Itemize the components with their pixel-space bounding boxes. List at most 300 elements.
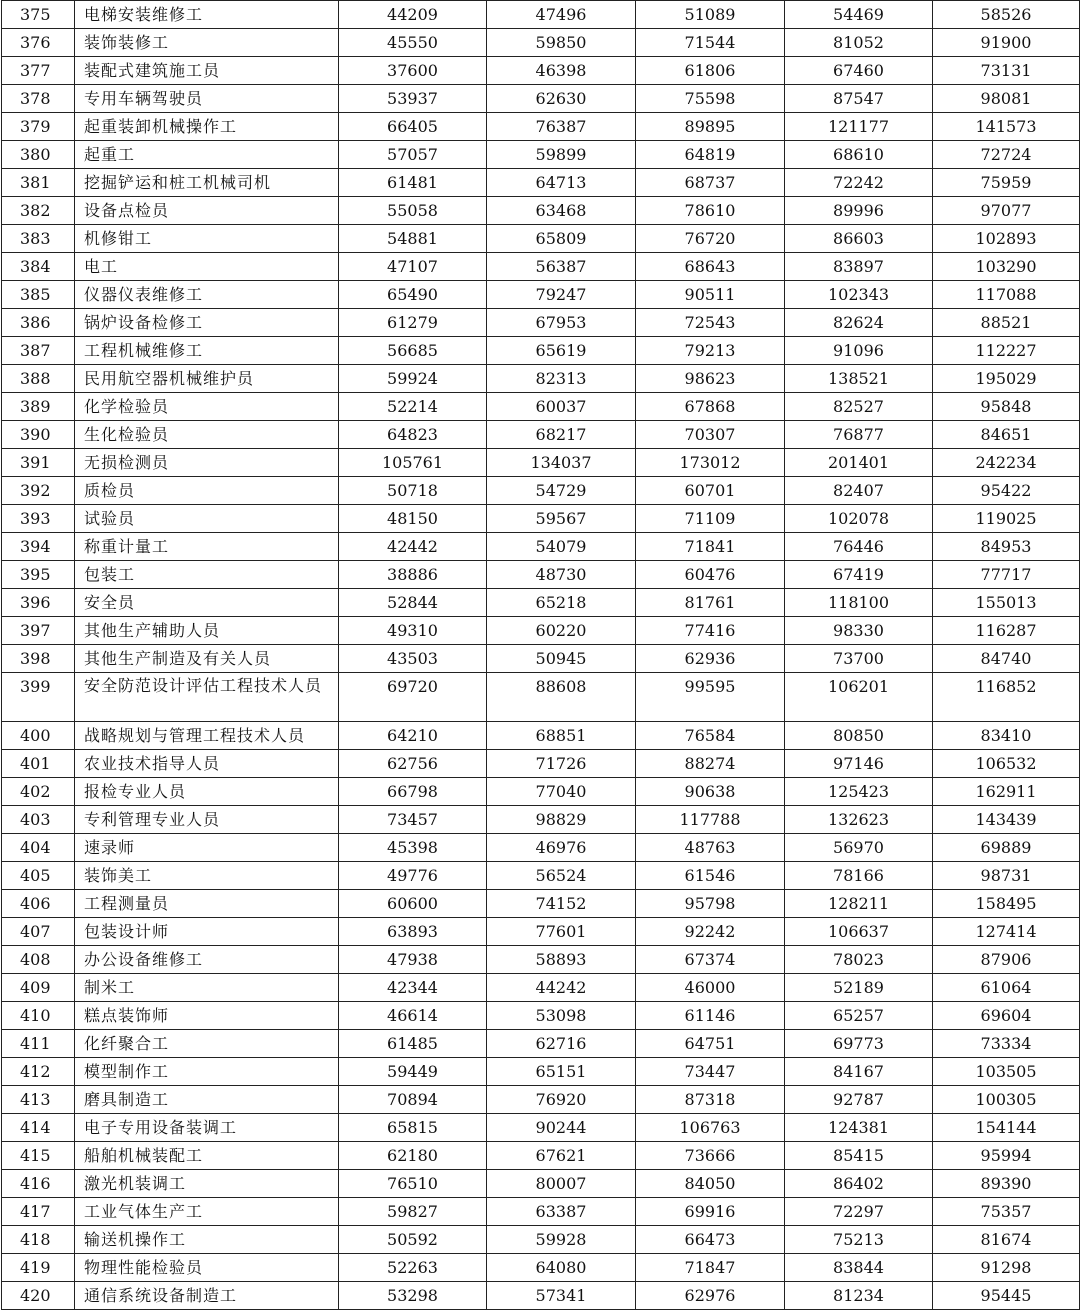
wage-value: 80850 [785,722,933,750]
wage-value: 85415 [785,1142,933,1170]
wage-value: 46976 [487,834,636,862]
wage-value: 99595 [636,673,785,722]
wage-value: 83410 [933,722,1080,750]
wage-value: 77717 [933,561,1080,589]
wage-value: 88608 [487,673,636,722]
wage-value: 65218 [487,589,636,617]
row-number: 380 [2,141,75,169]
wage-value: 80007 [487,1170,636,1198]
occupation-name: 专用车辆驾驶员 [75,85,339,113]
row-number: 382 [2,197,75,225]
wage-value: 65815 [339,1114,487,1142]
occupation-name: 工程测量员 [75,890,339,918]
wage-value: 127414 [933,918,1080,946]
wage-value: 63893 [339,918,487,946]
wage-value: 64819 [636,141,785,169]
wage-value: 67953 [487,309,636,337]
row-number: 391 [2,449,75,477]
wage-value: 52214 [339,393,487,421]
wage-value: 42344 [339,974,487,1002]
row-number: 404 [2,834,75,862]
table-row [2,29,1080,57]
wage-value: 105761 [339,449,487,477]
table-row [2,113,1080,141]
table-row [2,393,1080,421]
wage-value: 73457 [339,806,487,834]
row-number: 388 [2,365,75,393]
wage-value: 69720 [339,673,487,722]
occupation-name: 工程机械维修工 [75,337,339,365]
table-row [2,561,1080,589]
wage-value: 138521 [785,365,933,393]
wage-value: 61485 [339,1030,487,1058]
wage-value: 62756 [339,750,487,778]
row-number: 395 [2,561,75,589]
wage-value: 63387 [487,1198,636,1226]
row-number: 378 [2,85,75,113]
table-row [2,253,1080,281]
wage-value: 132623 [785,806,933,834]
wage-value: 53298 [339,1282,487,1310]
table-row [2,1086,1080,1114]
occupation-name: 安全防范设计评估工程技术人员 [75,673,339,722]
wage-value: 45398 [339,834,487,862]
wage-value: 87547 [785,85,933,113]
row-number: 416 [2,1170,75,1198]
wage-value: 47496 [487,1,636,29]
wage-value: 44242 [487,974,636,1002]
wage-value: 56970 [785,834,933,862]
wage-value: 78166 [785,862,933,890]
wage-value: 53937 [339,85,487,113]
table-row [2,197,1080,225]
wage-value: 71544 [636,29,785,57]
row-number: 399 [2,673,75,722]
row-number: 375 [2,1,75,29]
wage-value: 84050 [636,1170,785,1198]
wage-value: 50945 [487,645,636,673]
wage-value: 88274 [636,750,785,778]
row-number: 387 [2,337,75,365]
wage-value: 62976 [636,1282,785,1310]
wage-value: 52189 [785,974,933,1002]
wage-value: 116287 [933,617,1080,645]
wage-value: 117788 [636,806,785,834]
row-number: 390 [2,421,75,449]
table-row [2,1254,1080,1282]
wage-value: 72543 [636,309,785,337]
wage-value: 49776 [339,862,487,890]
wage-value: 92242 [636,918,785,946]
wage-value: 60701 [636,477,785,505]
row-number: 415 [2,1142,75,1170]
table-row [2,834,1080,862]
wage-value: 87318 [636,1086,785,1114]
wage-value: 53098 [487,1002,636,1030]
table-row [2,1226,1080,1254]
wage-value: 65490 [339,281,487,309]
wage-value: 68851 [487,722,636,750]
wage-value: 76387 [487,113,636,141]
wage-value: 57057 [339,141,487,169]
wage-value: 59850 [487,29,636,57]
table-row [2,750,1080,778]
wage-value: 70894 [339,1086,487,1114]
wage-value: 125423 [785,778,933,806]
table-row [2,421,1080,449]
wage-value: 75357 [933,1198,1080,1226]
wage-value: 75959 [933,169,1080,197]
row-number: 397 [2,617,75,645]
wage-value: 44209 [339,1,487,29]
wage-value: 95798 [636,890,785,918]
wage-value: 68737 [636,169,785,197]
wage-value: 173012 [636,449,785,477]
occupation-name: 糕点装饰师 [75,1002,339,1030]
wage-value: 102078 [785,505,933,533]
wage-value: 66798 [339,778,487,806]
wage-value: 52263 [339,1254,487,1282]
wage-value: 117088 [933,281,1080,309]
wage-value: 69916 [636,1198,785,1226]
occupation-name: 电梯安装维修工 [75,1,339,29]
row-number: 400 [2,722,75,750]
table-row [2,1114,1080,1142]
wage-value: 106201 [785,673,933,722]
wage-value: 84740 [933,645,1080,673]
wage-value: 73334 [933,1030,1080,1058]
wage-value: 71726 [487,750,636,778]
wage-value: 98731 [933,862,1080,890]
table-row [2,722,1080,750]
wage-value: 90511 [636,281,785,309]
wage-value: 65151 [487,1058,636,1086]
wage-value: 69604 [933,1002,1080,1030]
occupation-name: 装饰装修工 [75,29,339,57]
wage-value: 62936 [636,645,785,673]
wage-value: 48150 [339,505,487,533]
wage-value: 90244 [487,1114,636,1142]
table-row [2,1142,1080,1170]
table-row [2,1030,1080,1058]
wage-value: 64080 [487,1254,636,1282]
wage-value: 70307 [636,421,785,449]
occupation-name: 机修钳工 [75,225,339,253]
wage-value: 77040 [487,778,636,806]
wage-value: 61481 [339,169,487,197]
table-row [2,1170,1080,1198]
wage-value: 62630 [487,85,636,113]
wage-value: 84651 [933,421,1080,449]
table-row [2,337,1080,365]
wage-value: 95994 [933,1142,1080,1170]
table-row [2,225,1080,253]
wage-value: 106532 [933,750,1080,778]
wage-value: 102343 [785,281,933,309]
table-body [2,1,1080,1310]
occupation-name: 包装工 [75,561,339,589]
wage-value: 64210 [339,722,487,750]
wage-value: 46000 [636,974,785,1002]
occupation-name: 模型制作工 [75,1058,339,1086]
wage-value: 86603 [785,225,933,253]
row-number: 376 [2,29,75,57]
wage-value: 72297 [785,1198,933,1226]
wage-value: 91298 [933,1254,1080,1282]
wage-value: 65809 [487,225,636,253]
wage-value: 95445 [933,1282,1080,1310]
wage-value: 84953 [933,533,1080,561]
row-number: 414 [2,1114,75,1142]
table-row [2,1198,1080,1226]
wage-value: 73666 [636,1142,785,1170]
occupation-name: 电子专用设备装调工 [75,1114,339,1142]
wage-value: 100305 [933,1086,1080,1114]
wage-value: 78023 [785,946,933,974]
wage-value: 195029 [933,365,1080,393]
table-row [2,589,1080,617]
table-row [2,449,1080,477]
wage-value: 75598 [636,85,785,113]
occupation-name: 装饰美工 [75,862,339,890]
wage-value: 102893 [933,225,1080,253]
wage-value: 116852 [933,673,1080,722]
row-number: 419 [2,1254,75,1282]
wage-value: 155013 [933,589,1080,617]
wage-value: 37600 [339,57,487,85]
wage-value: 66405 [339,113,487,141]
wage-value: 79247 [487,281,636,309]
occupation-name: 农业技术指导人员 [75,750,339,778]
wage-value: 141573 [933,113,1080,141]
wage-value: 91096 [785,337,933,365]
row-number: 407 [2,918,75,946]
wage-value: 54469 [785,1,933,29]
row-number: 418 [2,1226,75,1254]
wage-value: 83844 [785,1254,933,1282]
wage-value: 87906 [933,946,1080,974]
wage-value: 64751 [636,1030,785,1058]
wage-value: 52844 [339,589,487,617]
wage-value: 119025 [933,505,1080,533]
wage-value: 201401 [785,449,933,477]
wage-value: 76920 [487,1086,636,1114]
wage-value: 46614 [339,1002,487,1030]
occupation-name: 安全员 [75,589,339,617]
wage-value: 124381 [785,1114,933,1142]
table-row [2,85,1080,113]
wage-value: 67460 [785,57,933,85]
row-number: 402 [2,778,75,806]
table-row [2,974,1080,1002]
occupation-name: 输送机操作工 [75,1226,339,1254]
table-row [2,778,1080,806]
wage-value: 81052 [785,29,933,57]
wage-value: 76510 [339,1170,487,1198]
occupation-name: 包装设计师 [75,918,339,946]
wage-value: 98829 [487,806,636,834]
wage-value: 45550 [339,29,487,57]
row-number: 408 [2,946,75,974]
wage-value: 46398 [487,57,636,85]
wage-value: 68643 [636,253,785,281]
row-number: 394 [2,533,75,561]
table-row [2,141,1080,169]
row-number: 389 [2,393,75,421]
wage-value: 143439 [933,806,1080,834]
wage-value: 49310 [339,617,487,645]
wage-value: 162911 [933,778,1080,806]
wage-value: 47107 [339,253,487,281]
wage-value: 65619 [487,337,636,365]
occupation-name: 激光机装调工 [75,1170,339,1198]
table-row [2,918,1080,946]
row-number: 384 [2,253,75,281]
wage-value: 67374 [636,946,785,974]
occupation-name: 办公设备维修工 [75,946,339,974]
occupation-name: 速录师 [75,834,339,862]
wage-value: 59567 [487,505,636,533]
row-number: 411 [2,1030,75,1058]
wage-value: 134037 [487,449,636,477]
table-row [2,673,1080,722]
wage-value: 81674 [933,1226,1080,1254]
wage-value: 69773 [785,1030,933,1058]
wage-value: 89996 [785,197,933,225]
row-number: 409 [2,974,75,1002]
wage-value: 60600 [339,890,487,918]
wage-value: 67419 [785,561,933,589]
wage-value: 82313 [487,365,636,393]
row-number: 392 [2,477,75,505]
row-number: 420 [2,1282,75,1310]
wage-value: 72242 [785,169,933,197]
row-number: 403 [2,806,75,834]
wage-value: 82527 [785,393,933,421]
wage-value: 154144 [933,1114,1080,1142]
wage-value: 50592 [339,1226,487,1254]
wage-value: 59924 [339,365,487,393]
wage-value: 89895 [636,113,785,141]
wage-value: 97146 [785,750,933,778]
wage-value: 68610 [785,141,933,169]
wage-value: 71109 [636,505,785,533]
wage-value: 59827 [339,1198,487,1226]
wage-value: 43503 [339,645,487,673]
wage-value: 63468 [487,197,636,225]
table-row [2,365,1080,393]
wage-value: 72724 [933,141,1080,169]
wage-value: 76446 [785,533,933,561]
row-number: 396 [2,589,75,617]
wage-value: 92787 [785,1086,933,1114]
wage-value: 82624 [785,309,933,337]
row-number: 417 [2,1198,75,1226]
table-row [2,505,1080,533]
wage-value: 69889 [933,834,1080,862]
row-number: 379 [2,113,75,141]
wage-value: 61064 [933,974,1080,1002]
occupation-name: 物理性能检验员 [75,1254,339,1282]
wage-value: 54881 [339,225,487,253]
occupation-name: 电工 [75,253,339,281]
wage-value: 95848 [933,393,1080,421]
occupation-name: 起重装卸机械操作工 [75,113,339,141]
wage-value: 158495 [933,890,1080,918]
wage-value: 77601 [487,918,636,946]
wage-value: 73131 [933,57,1080,85]
table-row [2,477,1080,505]
wage-value: 76720 [636,225,785,253]
wage-value: 75213 [785,1226,933,1254]
wage-value: 86402 [785,1170,933,1198]
table-row [2,533,1080,561]
wage-value: 55058 [339,197,487,225]
table-row [2,617,1080,645]
row-number: 385 [2,281,75,309]
wage-value: 76584 [636,722,785,750]
wage-value: 82407 [785,477,933,505]
table-row [2,1058,1080,1086]
occupation-name: 报检专业人员 [75,778,339,806]
table-row [2,645,1080,673]
wage-value: 60037 [487,393,636,421]
wage-value: 61806 [636,57,785,85]
occupation-name: 其他生产制造及有关人员 [75,645,339,673]
wage-value: 61279 [339,309,487,337]
wage-value: 78610 [636,197,785,225]
wage-value: 71841 [636,533,785,561]
wage-value: 64823 [339,421,487,449]
occupation-name: 磨具制造工 [75,1086,339,1114]
row-number: 410 [2,1002,75,1030]
wage-value: 97077 [933,197,1080,225]
wage-value: 67621 [487,1142,636,1170]
wage-value: 242234 [933,449,1080,477]
table-row [2,309,1080,337]
wage-value: 50718 [339,477,487,505]
occupation-name: 工业气体生产工 [75,1198,339,1226]
wage-value: 60476 [636,561,785,589]
row-number: 412 [2,1058,75,1086]
wage-value: 88521 [933,309,1080,337]
wage-value: 54079 [487,533,636,561]
row-number: 406 [2,890,75,918]
occupation-name: 通信系统设备制造工 [75,1282,339,1310]
row-number: 393 [2,505,75,533]
occupation-name: 无损检测员 [75,449,339,477]
wage-value: 98330 [785,617,933,645]
wage-value: 58893 [487,946,636,974]
wage-value: 64713 [487,169,636,197]
occupation-name: 设备点检员 [75,197,339,225]
occupation-name: 民用航空器机械维护员 [75,365,339,393]
wage-value: 67868 [636,393,785,421]
wage-value: 54729 [487,477,636,505]
wage-value: 61146 [636,1002,785,1030]
wage-value: 56685 [339,337,487,365]
wage-value: 61546 [636,862,785,890]
occupation-name: 制米工 [75,974,339,1002]
table-row [2,281,1080,309]
wage-value: 42442 [339,533,487,561]
table-row [2,890,1080,918]
wage-value: 121177 [785,113,933,141]
row-number: 401 [2,750,75,778]
occupation-name: 船舶机械装配工 [75,1142,339,1170]
wage-value: 103505 [933,1058,1080,1086]
wage-value: 59899 [487,141,636,169]
